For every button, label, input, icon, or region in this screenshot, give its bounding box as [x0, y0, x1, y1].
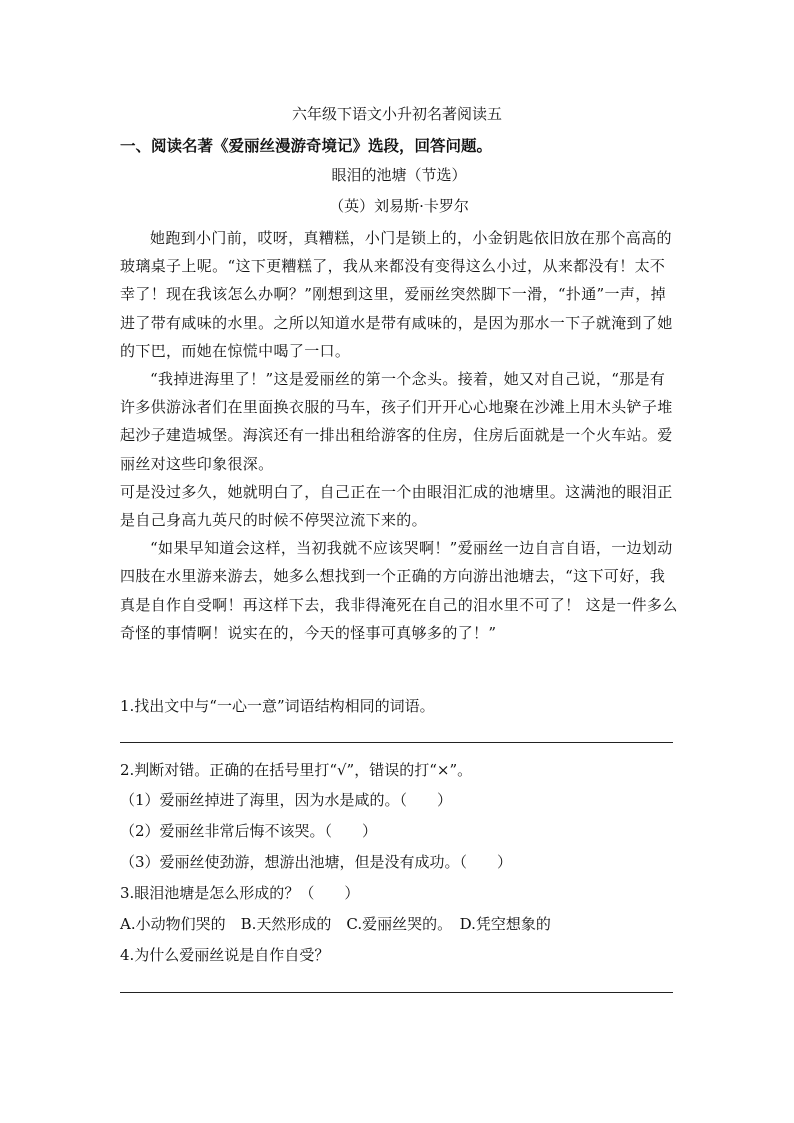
excerpt-title: 眼泪的池塘（节选） [331, 166, 467, 184]
answer-line-4[interactable] [120, 992, 673, 993]
question-2-item-3: （3）爱丽丝使劲游，想游出池塘，但是没有成功。（ ） [120, 853, 513, 871]
question-2-item-2: （2）爱丽丝非常后悔不该哭。（ ） [120, 822, 378, 840]
document-title: 六年级下语文小升初名著阅读五 [291, 105, 502, 123]
passage-paragraph-2: “我掉进海里了！”这是爱丽丝的第一个念头。接着，她又对自己说，“那是有许多供游泳者们在里面换衣服的马车，孩子们开开心心地聚在沙滩上用木头铲子堆起沙子建造城堡。海滨还有一排出租给游客的住房，住房后面就是一个火车站。爱丽丝对这些印象很深。 [120, 370, 673, 473]
question-3-options: A.小动物们哭的 B.天然形成的 C.爱丽丝哭的。 D.凭空想象的 [120, 915, 551, 933]
question-1: 1.找出文中与“一心一意”词语结构相同的词语。 [120, 697, 435, 715]
answer-line-1[interactable] [120, 742, 673, 743]
passage-paragraph-3: 可是没过多久，她就明白了，自己正在一个由眼泪汇成的池塘里。这满池的眼泪正是自己身高九英尺的时候不停哭泣流下来的。 [120, 482, 673, 530]
question-2: 2.判断对错。正确的在括号里打“√”，错误的打“×”。 [120, 761, 473, 779]
reading-passage [120, 224, 678, 647]
excerpt-author: （英）刘易斯·卡罗尔 [329, 197, 469, 215]
question-2-item-1: （1）爱丽丝掉进了海里，因为水是咸的。（ ） [120, 791, 453, 809]
question-3: 3.眼泪池塘是怎么形成的？（ ） [120, 884, 360, 902]
passage-paragraph-4: “如果早知道会这样，当初我就不应该哭啊！”爱丽丝一边自言自语，一边划动四肢在水里游来游去，她多么想找到一个正确的方向游出池塘去，“这下可好，我真是自作自受啊！再这样下去，我非得淹死在自己的泪水里不可了！ 这是一件多么奇怪的事情啊！说实在的，今天的怪事可真够多的了！” [120, 539, 678, 642]
passage-paragraph-1: 她跑到小门前，哎呀，真糟糕，小门是锁上的，小金钥匙依旧放在那个高高的玻璃桌子上呢。“这下更糟糕了，我从来都没有变得这么小过，从来都没有！太不幸了！现在我该怎么办啊？”刚想到这里，爱丽丝突然脚下一滑，“扑通”一声，掉进了带有咸味的水里。之所以知道水是带有咸味的，是因为那水一下子就淹到了她的下巴，而她在惊慌中喝了一口。 [120, 229, 673, 360]
section-heading: 一、阅读名著《爱丽丝漫游奇境记》选段，回答问题。 [120, 137, 493, 155]
question-4: 4.为什么爱丽丝说是自作自受？ [120, 946, 330, 964]
